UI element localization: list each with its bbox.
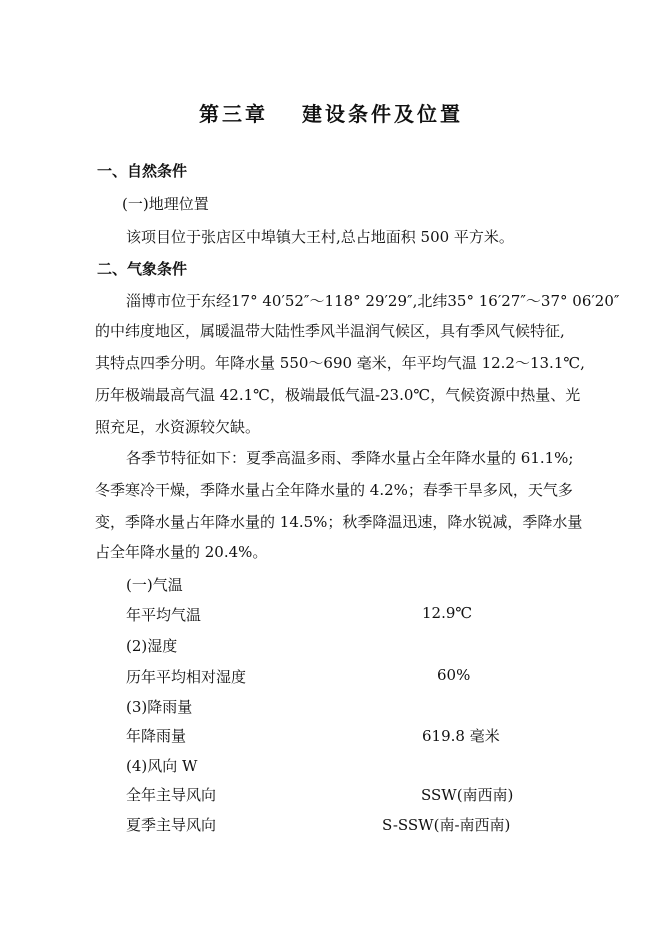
- geo-location-text: 该项目位于张店区中埠镇大王村,总占地面积 500 平方米。: [126, 228, 514, 246]
- climate-para2-line: 各季节特征如下：夏季高温多雨、季降水量占全年降水量的 61.1%;: [126, 449, 574, 467]
- section-climate-heading: 二、气象条件: [97, 260, 188, 278]
- climate-para1-line: 历年极端最高气温 42.1℃，极端最低气温-23.0℃，气候资源中热量、光: [95, 386, 581, 404]
- temperature-heading: (一)气温: [126, 576, 183, 594]
- climate-para1-line: 的中纬度地区，属暖温带大陆性季风半温润气候区，具有季风气候特征,: [95, 322, 565, 340]
- section-natural-heading: 一、自然条件: [97, 162, 188, 180]
- humidity-value: 60%: [437, 666, 471, 684]
- rainfall-heading: (3)降雨量: [126, 698, 193, 716]
- rainfall-value: 619.8 毫米: [422, 727, 500, 745]
- chapter-number: 第三章: [199, 102, 268, 126]
- chapter-title: [0, 98, 662, 127]
- geo-location-heading: (一)地理位置: [122, 195, 209, 213]
- wind-annual-label: 全年主导风向: [126, 786, 217, 804]
- climate-para2-line: 冬季寒冷干燥，季降水量占全年降水量的 4.2%；春季干旱多风，天气多: [95, 481, 573, 499]
- wind-heading: (4)风向 W: [126, 757, 198, 775]
- wind-summer-label: 夏季主导风向: [126, 816, 217, 834]
- climate-para1-line: 淄博市位于东经17° 40′52″～118° 29′29″,北纬35° 16′27″～37° 06′20″: [126, 292, 620, 310]
- climate-para1-line: 其特点四季分明。年降水量 550～690 毫米，年平均气温 12.2～13.1℃,: [95, 354, 585, 372]
- wind-summer-value: S-SSW(南-南西南): [382, 816, 511, 834]
- climate-para2-line: 变，季降水量占年降水量的 14.5%；秋季降温迅速，降水锐减，季降水量: [95, 513, 583, 531]
- rainfall-label: 年降雨量: [126, 727, 187, 745]
- climate-para2-line: 占全年降水量的 20.4%。: [95, 543, 268, 561]
- temperature-label: 年平均气温: [126, 606, 202, 624]
- wind-annual-value: SSW(南西南): [421, 786, 514, 804]
- climate-para1-line: 照充足，水资源较欠缺。: [95, 418, 261, 436]
- humidity-heading: (2)湿度: [126, 637, 178, 655]
- chapter-title-text: 建设条件及位置: [302, 102, 463, 126]
- temperature-value: 12.9℃: [422, 604, 473, 622]
- humidity-label: 历年平均相对湿度: [126, 668, 247, 686]
